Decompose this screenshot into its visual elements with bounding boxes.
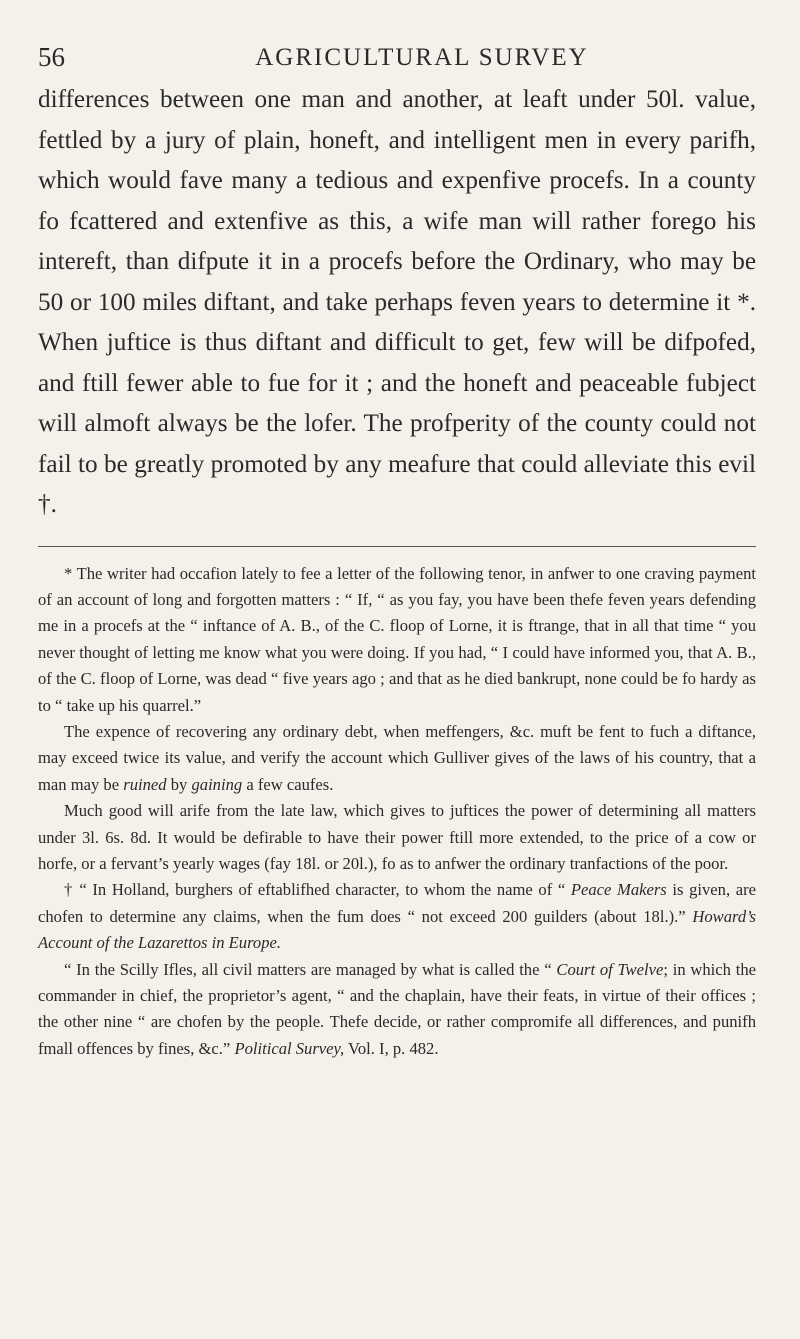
footnote-emphasis: Court of Twelve (556, 959, 664, 979)
footnote-emphasis: Peace Makers (570, 880, 667, 900)
footnote-text: by (166, 774, 192, 794)
page-number: 56 (38, 42, 65, 72)
footnote-1-letter: * The writer had occafion lately to fee a letter of the following tenor, in anfwer to one craving payment of an account of long and forgotten matters : “ If, “ as you fay, you have been thefe feven years defending me in a procefs at the “ inftance of A. B., of the C. floop of Lorne, it is ftrange, that in all that time “ you never thought of letting me know what you were doing. If you had, “ I could have informed you, that A. B., of the C. floop of Lorne, was dead “ five years ago ; and that as he died bankrupt, none could be fo hardy as to “ take up his quarrel.” (38, 563, 756, 715)
footnote-text: † “ In Holland, burghers of eftablifhed character, to whom the name of “ (64, 880, 571, 900)
footnote-text: a few caufes. (242, 774, 334, 794)
footnote-1-expence (38, 719, 756, 798)
footnote-emphasis: ruined (123, 774, 167, 794)
main-text (38, 80, 756, 526)
footnotes (38, 561, 756, 1063)
footnote-text: The expence of recovering any ordinary debt, when meffengers, &c. muft be fent to fuch a diftance, may exceed twice its value, and verify the account which Gulliver gives of the laws of his country, that a man may be (38, 721, 756, 794)
running-head: AGRICULTURAL SURVEY (255, 44, 589, 71)
footnote-citation: Howard’s Account of the Lazarettos in Europe. (38, 906, 756, 953)
footnote-text: is given, are chofen to determine any claims, when the fum does “ not exceed 200 guilders (about 18l.).” (38, 880, 756, 926)
footnote-text: Vol. I, p. 482. (344, 1038, 439, 1058)
footnote-2-scilly (38, 957, 756, 1063)
body-paragraph: differences between one man and another, at leaft under 50l. value, fettled by a jury of plain, honeft, and intelligent men in every parifh, which would fave many a tedious and expenfive procefs. In a county fo fcattered and extenfive as this, a wife man will rather forego his intereft, than difpute it in a procefs before the Ordinary, who may be 50 or 100 miles diftant, and take perhaps feven years to determine it *. When juftice is thus diftant and difficult to get, few will be difpofed, and ftill fewer able to fue for it ; and the honeft and peaceable fubject will almoft always be the lofer. The profperity of the county could not fail to be greatly promoted by any meafure that could alleviate this evil †. (38, 86, 756, 518)
page-header (38, 40, 756, 80)
footnote-rule (38, 546, 756, 547)
footnote-text: ; in which the commander in chief, the proprietor’s agent, “ and the chaplain, have their feats, in virtue of their offices ; the other nine “ are chofen by the people. Thefe decide, or rather compromife all differences, and punifh fmall offences by fines, &c.” (38, 959, 756, 1058)
footnote-emphasis: gaining (191, 774, 243, 794)
footnote-1-law: Much good will arife from the late law, which gives to juftices the power of determining all matters under 3l. 6s. 8d. It would be defirable to have their power ftill more extended, to the price of a cow or horfe, or a fervant’s yearly wages (fay 18l. or 20l.), fo as to anfwer the ordinary tranfactions of the poor. (38, 801, 756, 873)
footnote-text: “ In the Scilly Ifles, all civil matters are managed by what is called the “ (64, 959, 557, 979)
footnote-2-holland (38, 877, 756, 956)
footnote-citation: Political Survey, (234, 1038, 345, 1058)
